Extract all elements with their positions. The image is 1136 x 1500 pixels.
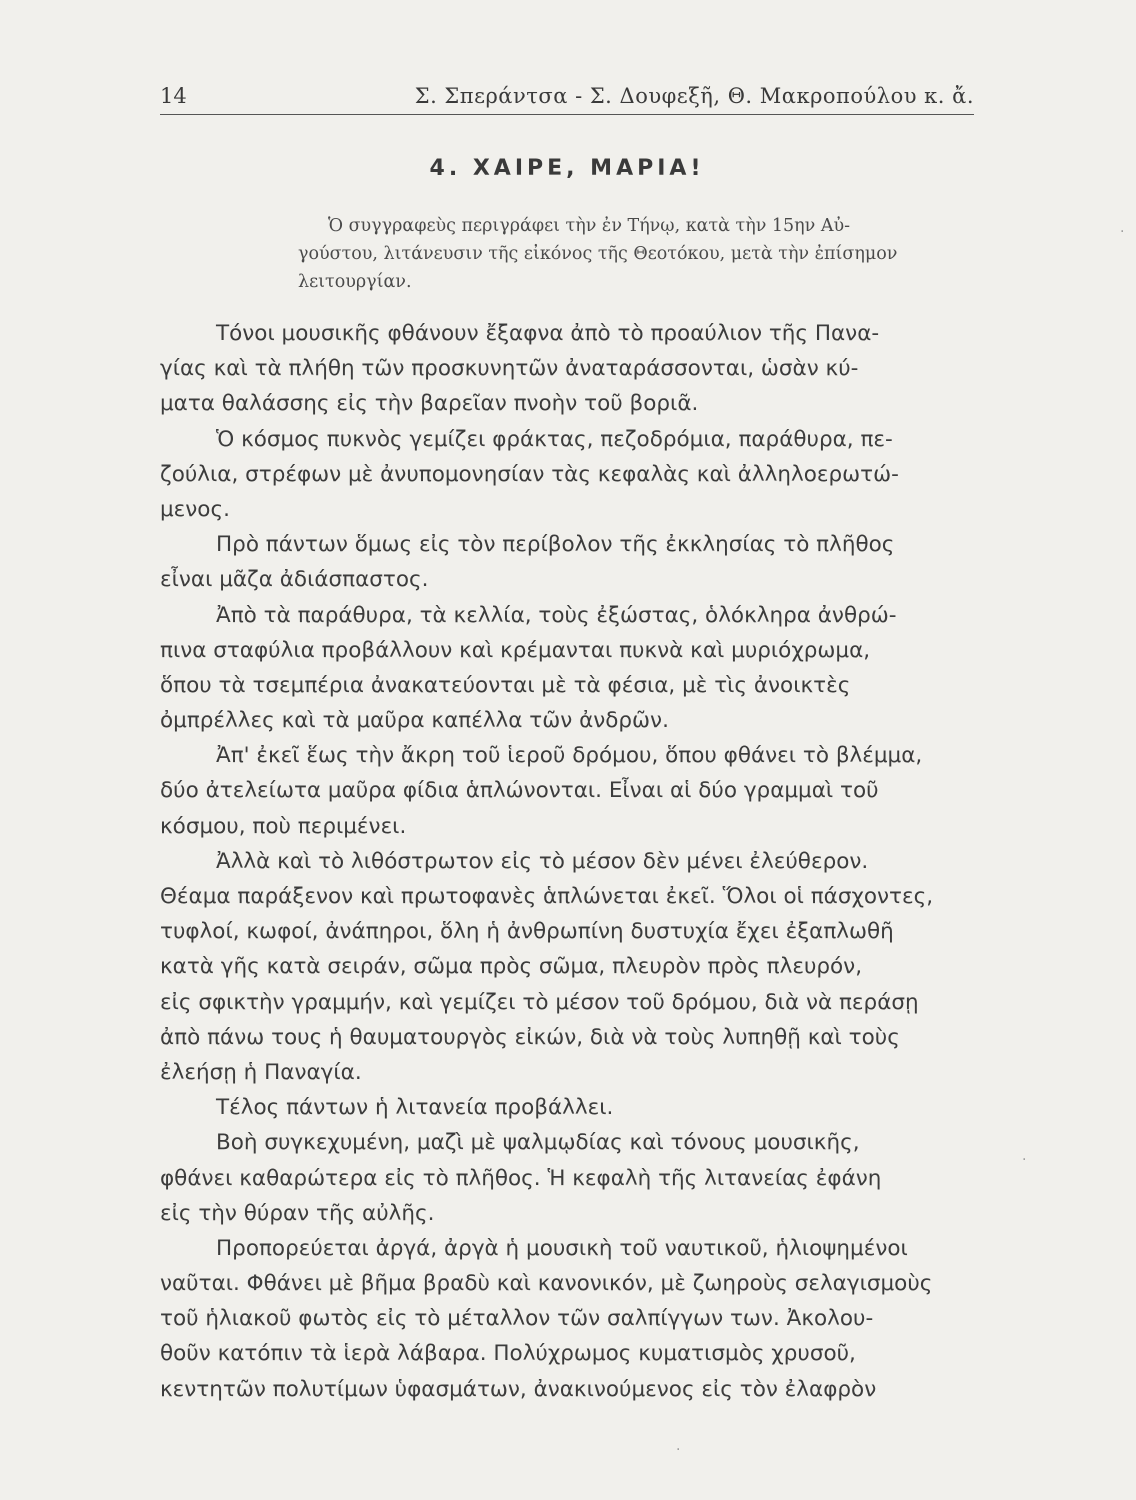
text-line: κεντητῶν πολυτίμων ὑφασμάτων, ἀνακινούμενος εἰς τὸν ἐλαφρὸν	[160, 1376, 877, 1402]
text-line: τυφλοί, κωφοί, ἀνάπηροι, ὅλη ἡ ἀνθρωπίνη δυστυχία ἔχει ἐξαπλωθῆ	[160, 919, 894, 945]
text-line: Τέλος πάντων ἡ λιτανεία προβάλλει.	[216, 1095, 614, 1121]
text-line: εἶναι μᾶζα ἀδιάσπαστος.	[160, 567, 429, 593]
text-line: Ἀπὸ τὰ παράθυρα, τὰ κελλία, τοὺς ἐξώστας, ὁλόκληρα ἀνθρώ-	[216, 602, 897, 628]
text-line: πινα σταφύλια προβάλλουν καὶ κρέμανται πυκνὰ καὶ μυριόχρωμα,	[160, 637, 871, 663]
text-line: μενος.	[160, 496, 230, 522]
text-line: Τόνοι μουσικῆς φθάνουν ἔξαφνα ἀπὸ τὸ προαύλιον τῆς Πανα-	[216, 321, 880, 346]
scan-speck: ·	[1022, 1152, 1027, 1168]
text-line: Προπορεύεται ἀργά, ἀργὰ ἡ μουσικὴ τοῦ ναυτικοῦ, ἡλιοψημένοι	[216, 1235, 908, 1261]
text-line: γίας καὶ τὰ πλήθη τῶν προσκυνητῶν ἀναταράσσονται, ὡσὰν κύ-	[160, 356, 859, 382]
intro-line: λειτουργίαν.	[298, 272, 412, 292]
text-line: ὀμπρέλλες καὶ τὰ μαῦρα καπέλλα τῶν ἀνδρῶν.	[160, 708, 669, 734]
text-line: ἐλεήσῃ ἡ Παναγία.	[160, 1059, 362, 1085]
text-line: Ὁ κόσμος πυκνὸς γεμίζει φράκτας, πεζοδρόμια, παράθυρα, πε-	[216, 426, 893, 452]
intro-line: Ὁ συγγραφεὺς περιγράφει τὴν ἐν Τήνῳ, κατὰ τὴν 15ην Αὐ-	[328, 216, 851, 236]
page-number: 14	[160, 84, 187, 108]
running-head: Σ. Σπεράντσα - Σ. Δουφεξῆ, Θ. Μακροπούλου κ. ἄ.	[414, 84, 974, 108]
text-line: ναῦται. Φθάνει μὲ βῆμα βραδὺ καὶ κανονικόν, μὲ ζωηροὺς σελαγισμοὺς	[160, 1271, 933, 1297]
body-text	[160, 316, 990, 1407]
text-line: τοῦ ἡλιακοῦ φωτὸς εἰς τὸ μέταλλον τῶν σαλπίγγων των. Ἀκολου-	[160, 1306, 874, 1332]
text-line: ἀπὸ πάνω τους ἡ θαυματουργὸς εἰκών, διὰ νὰ τοὺς λυπηθῇ καὶ τοὺς	[160, 1024, 900, 1050]
chapter-title: 4. ΧΑΙΡΕ, ΜΑΡΙΑ!	[429, 156, 705, 181]
text-line: ζούλια, στρέφων μὲ ἀνυπομονησίαν τὰς κεφαλὰς καὶ ἀλληλοερωτώ-	[160, 461, 899, 487]
text-line: εἰς σφικτὴν γραμμήν, καὶ γεμίζει τὸ μέσον τοῦ δρόμου, διὰ νὰ περάσῃ	[160, 989, 919, 1015]
page-header	[160, 78, 974, 115]
scan-speck: ·	[676, 1442, 681, 1458]
text-line: Ἀπ' ἐκεῖ ἕως τὴν ἄκρη τοῦ ἱεροῦ δρόμου, ὅπου φθάνει τὸ βλέμμα,	[216, 743, 923, 769]
text-line: Πρὸ πάντων ὅμως εἰς τὸν περίβολον τῆς ἐκκλησίας τὸ πλῆθος	[216, 532, 895, 558]
intro-note	[298, 212, 988, 296]
text-line: δύο ἀτελείωτα μαῦρα φίδια ἁπλώνονται. Εἶναι αἱ δύο γραμμαὶ τοῦ	[160, 778, 879, 804]
text-line: Ἀλλὰ καὶ τὸ λιθόστρωτον εἰς τὸ μέσον δὲν μένει ἐλεύθερον.	[216, 848, 869, 874]
text-line: ματα θαλάσσης εἰς τὴν βαρεῖαν πνοὴν τοῦ βοριᾶ.	[160, 391, 699, 417]
text-line: εἰς τὴν θύραν τῆς αὐλῆς.	[160, 1200, 435, 1226]
text-line: ὅπου τὰ τσεμπέρια ἀνακατεύονται μὲ τὰ φέσια, μὲ τὶς ἀνοικτὲς	[160, 672, 851, 698]
text-line: Βοὴ συγκεχυμένη, μαζὶ μὲ ψαλμῳδίας καὶ τόνους μουσικῆς,	[216, 1130, 860, 1156]
text-line: φθάνει καθαρώτερα εἰς τὸ πλῆθος. Ἡ κεφαλὴ τῆς λιτανείας ἐφάνη	[160, 1165, 882, 1191]
text-line: θοῦν κατόπιν τὰ ἱερὰ λάβαρα. Πολύχρωμος κυματισμὸς χρυσοῦ,	[160, 1341, 856, 1367]
text-line: κόσμου, ποὺ περιμένει.	[160, 813, 407, 839]
intro-line: γούστου, λιτάνευσιν τῆς εἰκόνος τῆς Θεοτόκου, μετὰ τὴν ἐπίσημον	[298, 244, 898, 264]
scan-speck: ·	[1120, 224, 1125, 240]
text-line: Θέαμα παράξενον καὶ πρωτοφανὲς ἁπλώνεται ἐκεῖ. Ὅλοι οἱ πάσχοντες,	[160, 884, 934, 909]
text-line: κατὰ γῆς κατὰ σειράν, σῶμα πρὸς σῶμα, πλευρὸν πρὸς πλευρόν,	[160, 954, 863, 980]
